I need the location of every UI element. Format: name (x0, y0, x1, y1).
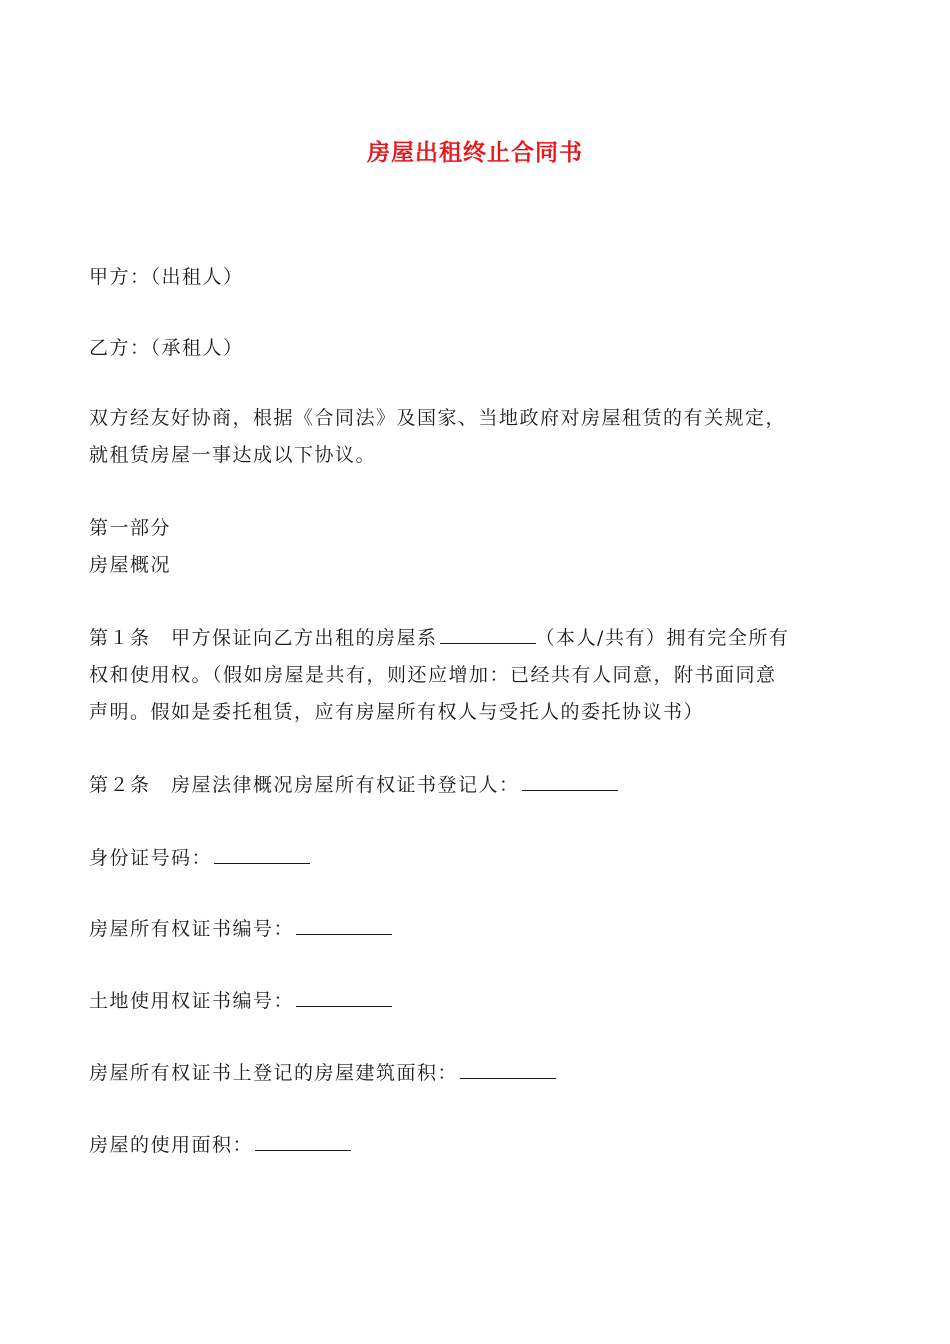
party-a (89, 259, 869, 296)
field-blank (296, 988, 392, 1007)
preamble-line: 就租赁房屋一事达成以下协议。 (89, 444, 377, 466)
article-2-label: 第２条 房屋法律概况房屋所有权证书登记人： (89, 774, 520, 796)
article-1 (89, 620, 869, 731)
article-1-line: 权和使用权。（假如房屋是共有，则还应增加：已经共有人同意，附书面同意 (89, 664, 777, 686)
field-label: 房屋所有权证书编号： (89, 918, 295, 940)
preamble-line: 双方经友好协商，根据《合同法》及国家、当地政府对房屋租赁的有关规定， (89, 407, 787, 429)
preamble (89, 400, 869, 474)
article-2-line (89, 767, 869, 804)
article-1-label-after: （本人/共有）拥有完全所有 (535, 627, 790, 649)
field-label: 身份证号码： (89, 847, 213, 869)
article-1-first-line (89, 620, 869, 657)
field-label: 房屋的使用面积： (89, 1134, 254, 1156)
field-blank (214, 845, 310, 864)
article-2 (89, 767, 869, 804)
field-row (89, 983, 869, 1020)
field-blank (255, 1132, 351, 1151)
part-heading (89, 510, 869, 584)
field-label: 土地使用权证书编号： (89, 990, 295, 1012)
article-1-blank (440, 625, 536, 644)
part-number: 第一部分 (89, 517, 172, 539)
article-2-blank (522, 772, 618, 791)
article-1-line: 声明。假如是委托租赁，应有房屋所有权人与受托人的委托协议书） (89, 701, 705, 723)
field-row (89, 840, 869, 877)
part-title: 房屋概况 (89, 554, 172, 576)
field-blank (296, 916, 392, 935)
document-title: 房屋出租终止合同书 (367, 140, 583, 166)
field-blank (460, 1060, 556, 1079)
field-label: 房屋所有权证书上登记的房屋建筑面积： (89, 1062, 459, 1084)
article-1-label: 第１条 甲方保证向乙方出租的房屋系 (89, 627, 438, 649)
party-a-text: 甲方：（出租人） (89, 266, 244, 288)
field-row (89, 911, 869, 948)
party-b (89, 330, 869, 367)
field-row (89, 1127, 869, 1164)
field-row (89, 1055, 869, 1092)
party-b-text: 乙方：（承租人） (89, 337, 244, 359)
